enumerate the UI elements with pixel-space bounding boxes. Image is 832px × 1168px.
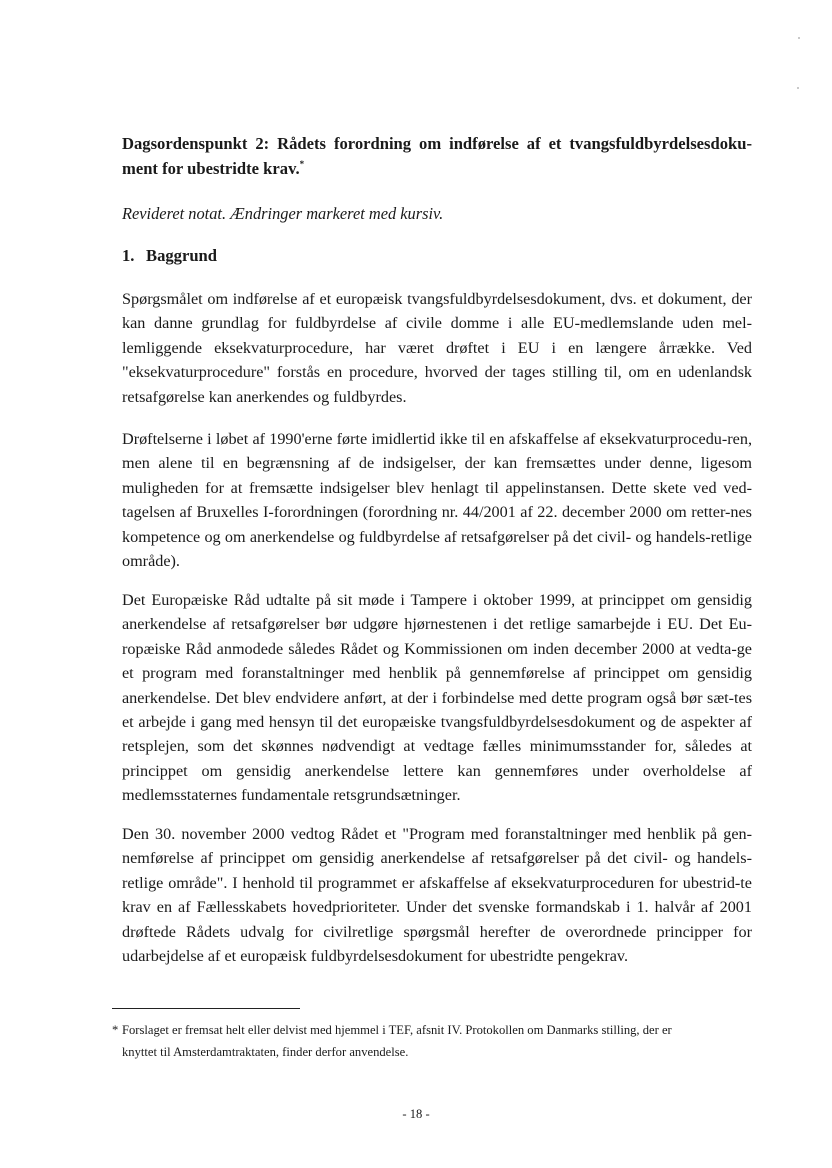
body-paragraph: Det Europæiske Råd udtalte på sit møde i Tampere i oktober 1999, at princippet om gensidig anerkendelse af retsafgørelser bør udgøre hjørnestenen i det retlige samarbejde i EU. Det Eu-ropæiske Råd anmodede således Rådet og Kommissionen om inden december 2000 at vedta-ge et program med foranstaltninger med henblik på gennemførelse af princippet om gensidig anerkendelse. Det blev endvidere anført, at der i forbindelse med dette program også bør sæt-tes et arbejde i gang med hensyn til det europæiske tvangsfuldbyrdelsesdokument og de aspekter af retsplejen, som det skønnes nødvendigt at vedtage fælles minimumsstander for, således at princippet om gensidig anerkendelse lettere kan gennemføres under overholdelse af medlemsstaternes fundamentale retsgrundsætninger.	[122, 591, 752, 805]
scan-speck	[797, 87, 799, 89]
page-number: - 18 -	[402, 1107, 430, 1121]
body-paragraph: Spørgsmålet om indførelse af et europæisk tvangsfuldbyrdelsesdokument, dvs. et dokument, der kan danne grundlag for fuldbyrdelse af civile domme i alle EU-medlemslande uden mel-lemliggende eksekvaturprocedure, har været drøftet i EU i en længere årrække. Ved "eksekvaturprocedure" forstås en procedure, hvorved der tages stilling til, om en udenlandsk retsafgørelse kan anerkendes og fuldbyrdes.	[122, 290, 752, 406]
footnote	[112, 1019, 742, 1063]
footnote-marker: *	[112, 1023, 119, 1037]
revision-note: Revideret notat. Ændringer markeret med kursiv.	[122, 204, 444, 223]
agenda-item-title	[122, 131, 752, 181]
footnote-line-2: knyttet til Amsterdamtraktaten, finder derfor anvendelse.	[122, 1045, 409, 1059]
agenda-item-title-text: Dagsordenspunkt 2: Rådets forordning om indførelse af et tvangsfuldbyrdelsesdoku-ment for ubestridte krav.	[122, 134, 752, 178]
footnote-line-1: Forslaget er fremsat helt eller delvist med hjemmel i TEF, afsnit IV. Protokollen om Danmarks stilling, der er	[122, 1023, 672, 1037]
section-heading	[122, 243, 752, 268]
section-number: 1.	[122, 246, 135, 265]
body-paragraph: Drøftelserne i løbet af 1990'erne førte imidlertid ikke til en afskaffelse af eksekvaturprocedu-ren, men alene til en begrænsning af de indsigelser, der kan fremsættes under denne, ligesom muligheden for at fremsætte indsigelser blev henlagt til appelinstansen. Dette skete ved ved-tagelsen af Bruxelles I-forordningen (forordning nr. 44/2001 af 22. december 2000 om retter-nes kompetence og om anerkendelse og fuldbyrdelse af retsafgørelser på det civil- og handels-retlige område).	[122, 430, 752, 571]
footnote-separator	[112, 1008, 300, 1009]
title-footnote-marker: *	[299, 159, 305, 169]
section-title: Baggrund	[146, 246, 218, 265]
body-paragraph: Den 30. november 2000 vedtog Rådet et "Program med foranstaltninger med henblik på gen-nemførelse af princippet om gensidig anerkendelse af retsafgørelser på det civil- og handels-retlige område". I henhold til programmet er afskaffelse af eksekvaturproceduren for ubestrid-te krav en af Fællesskabets hovedprioriteter. Under det svenske formandskab i 1. halvår af 2001 drøftede Rådets udvalg for civilretlige spørgsmål herefter de overordnede principper for udarbejdelse af et europæisk fuldbyrdelsesdokument for ubestridte pengekrav.	[122, 825, 752, 966]
scan-speck	[798, 37, 800, 39]
